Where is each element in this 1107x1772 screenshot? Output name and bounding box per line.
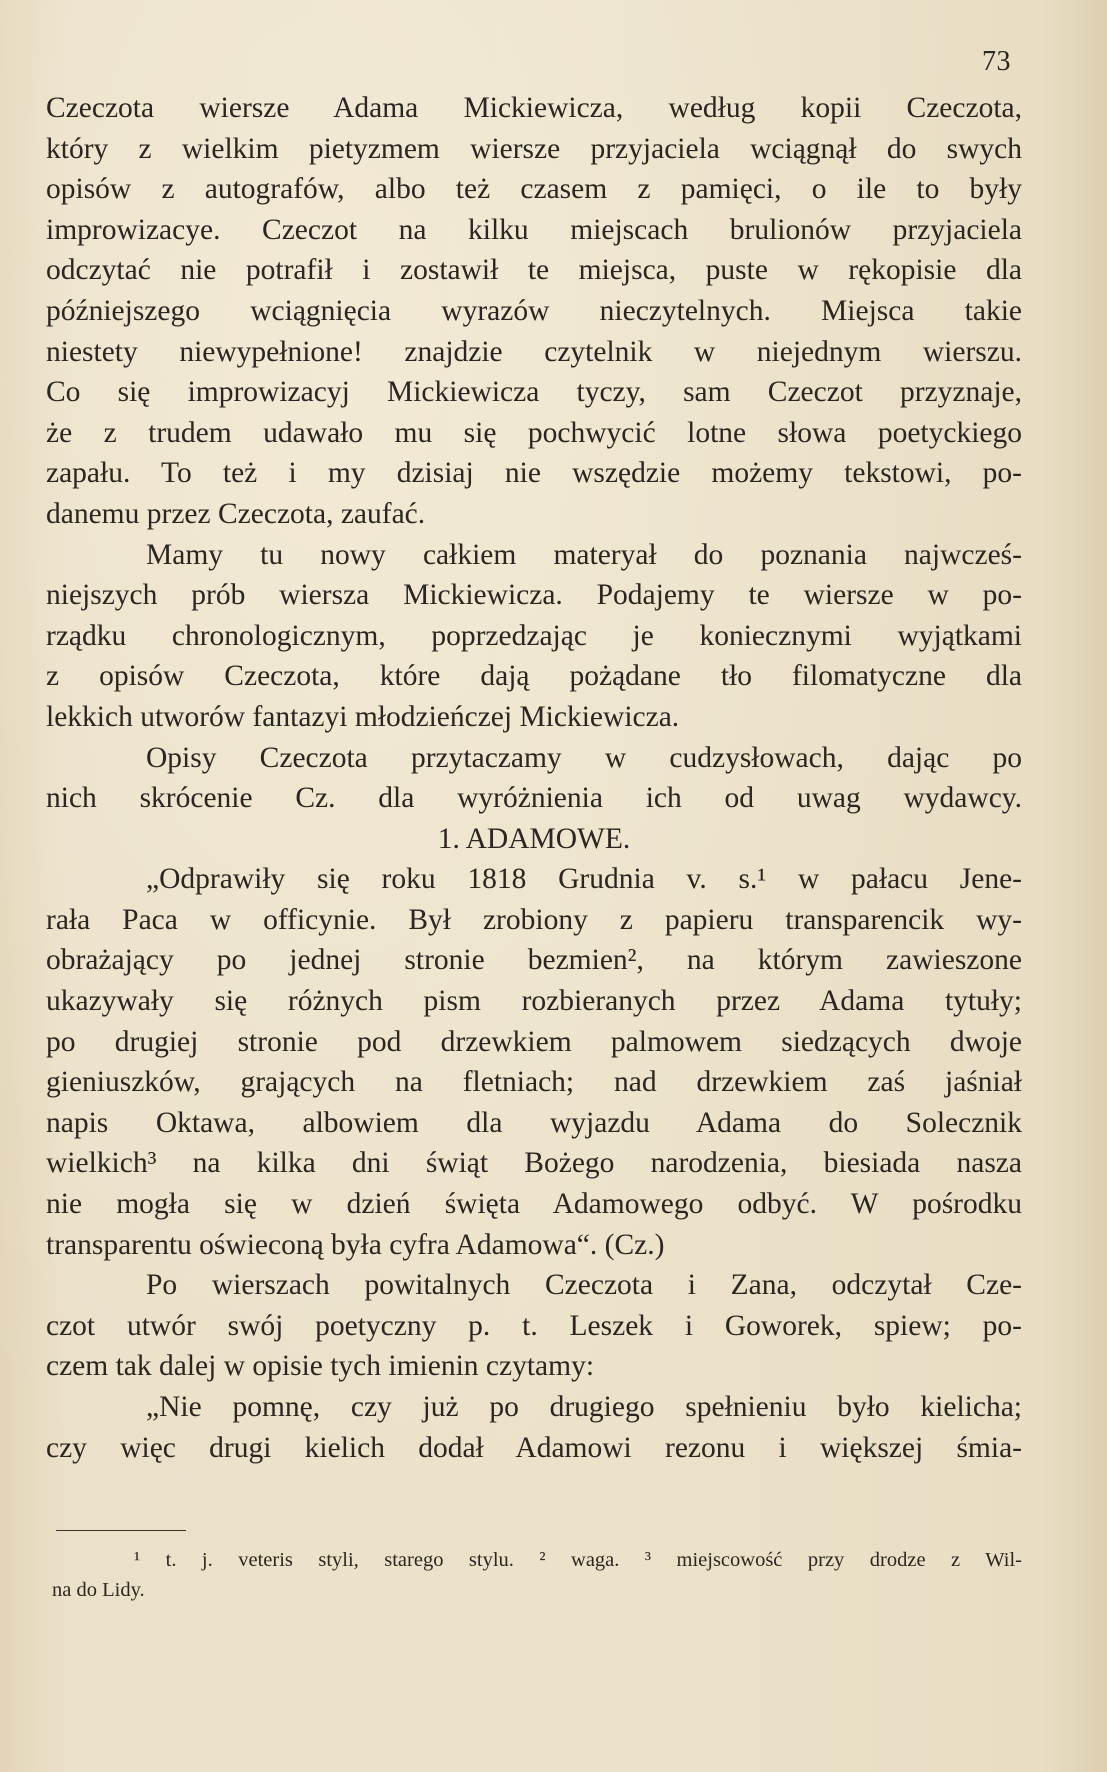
text-line: czot utwór swój poetyczny p. t. Leszek i Goworek, spiew; po- [46, 1309, 1022, 1342]
text-line: opisów z autografów, albo też czasem z pamięci, o ile to były [46, 173, 1022, 206]
text-line: po drugiej stronie pod drzewkiem palmowem siedzących dwoje [46, 1025, 1022, 1058]
text-line: nich skrócenie Cz. dla wyróżnienia ich od uwag wydawcy. [46, 782, 1022, 815]
text-line: „Odprawiły się roku 1818 Grudnia v. s.¹ w pałacu Jene- [146, 863, 1022, 896]
text-line: niestety niewypełnione! znajdzie czytelnik w niejednym wierszu. [46, 335, 1022, 368]
text-line: czem tak dalej w opisie tych imienin czytamy: [46, 1350, 595, 1383]
text-line: Opisy Czeczota przytaczamy w cudzysłowach, dając po [146, 741, 1022, 774]
text-line: nie mogła się w dzień święta Adamowego odbyć. W pośrodku [46, 1188, 1022, 1221]
text-line: napis Oktawa, albowiem dla wyjazdu Adama do Solecznik [46, 1106, 1022, 1139]
text-line: że z trudem udawało mu się pochwycić lotne słowa poetyckiego [46, 416, 1022, 449]
text-line: „Nie pomnę, czy już po drugiego spełnieniu było kielicha; [146, 1391, 1022, 1423]
text-line: Po wierszach powitalnych Czeczota i Zana, odczytał Cze- [146, 1269, 1022, 1302]
text-line: Mamy tu nowy całkiem materyał do poznania najwcześ- [146, 538, 1022, 571]
text-line: odczytać nie potrafił i zostawił te miejsca, puste w rękopisie dla [46, 254, 1022, 287]
text-line: Co się improwizacyj Mickiewicza tyczy, sam Czeczot przyznaje, [46, 376, 1022, 409]
text-line: który z wielkim pietyzmem wiersze przyjaciela wciągnął do swych [46, 132, 1022, 165]
footnote-line: ¹ t. j. veteris styli, starego stylu. ² waga. ³ miejscowość przy drodze z Wil- [134, 1549, 1022, 1571]
text-line: gieniuszków, grających na fletniach; nad drzewkiem zaś jaśniał [46, 1066, 1022, 1099]
footnote-line: na do Lidy. [52, 1579, 145, 1601]
text-line: ukazywały się różnych pism rozbieranych przez Adama tytuły; [46, 985, 1022, 1018]
text-line: zapału. To też i my dzisiaj nie wszędzie możemy tekstowi, po- [46, 457, 1022, 490]
footnote-divider [56, 1530, 186, 1531]
section-heading: 1. ADAMOWE. [437, 822, 631, 855]
text-line: danemu przez Czeczota, zaufać. [46, 497, 426, 530]
text-line: rała Paca w officynie. Był zrobiony z papieru transparencik wy- [46, 903, 1022, 936]
text-line: niejszych prób wiersza Mickiewicza. Podajemy te wiersze w po- [46, 579, 1022, 612]
text-line: improwizacye. Czeczot na kilku miejscach brulionów przyjaciela [46, 213, 1022, 246]
text-line: lekkich utworów fantazyi młodzieńczej Mickiewicza. [46, 700, 680, 733]
page-number: 73 [982, 46, 1011, 77]
footnotes [52, 1545, 1022, 1605]
text-line: czy więc drugi kielich dodał Adamowi rezonu i większej śmia- [46, 1431, 1022, 1464]
text-line: transparentu oświeconą była cyfra Adamowa“. (Cz.) [46, 1228, 665, 1261]
body-text [46, 88, 1022, 1468]
text-line: późniejszego wciągnięcia wyrazów nieczytelnych. Miejsca takie [46, 294, 1022, 327]
text-line: rządku chronologicznym, poprzedzając je koniecznymi wyjątkami [46, 619, 1022, 652]
text-line: z opisów Czeczota, które dają pożądane tło filomatyczne dla [46, 660, 1022, 693]
text-line: obrażający po jednej stronie bezmien², na którym zawieszone [46, 944, 1022, 977]
text-line: wielkich³ na kilka dni świąt Bożego narodzenia, biesiada nasza [46, 1147, 1022, 1180]
text-line: Czeczota wiersze Adama Mickiewicza, według kopii Czeczota, [46, 92, 1022, 124]
